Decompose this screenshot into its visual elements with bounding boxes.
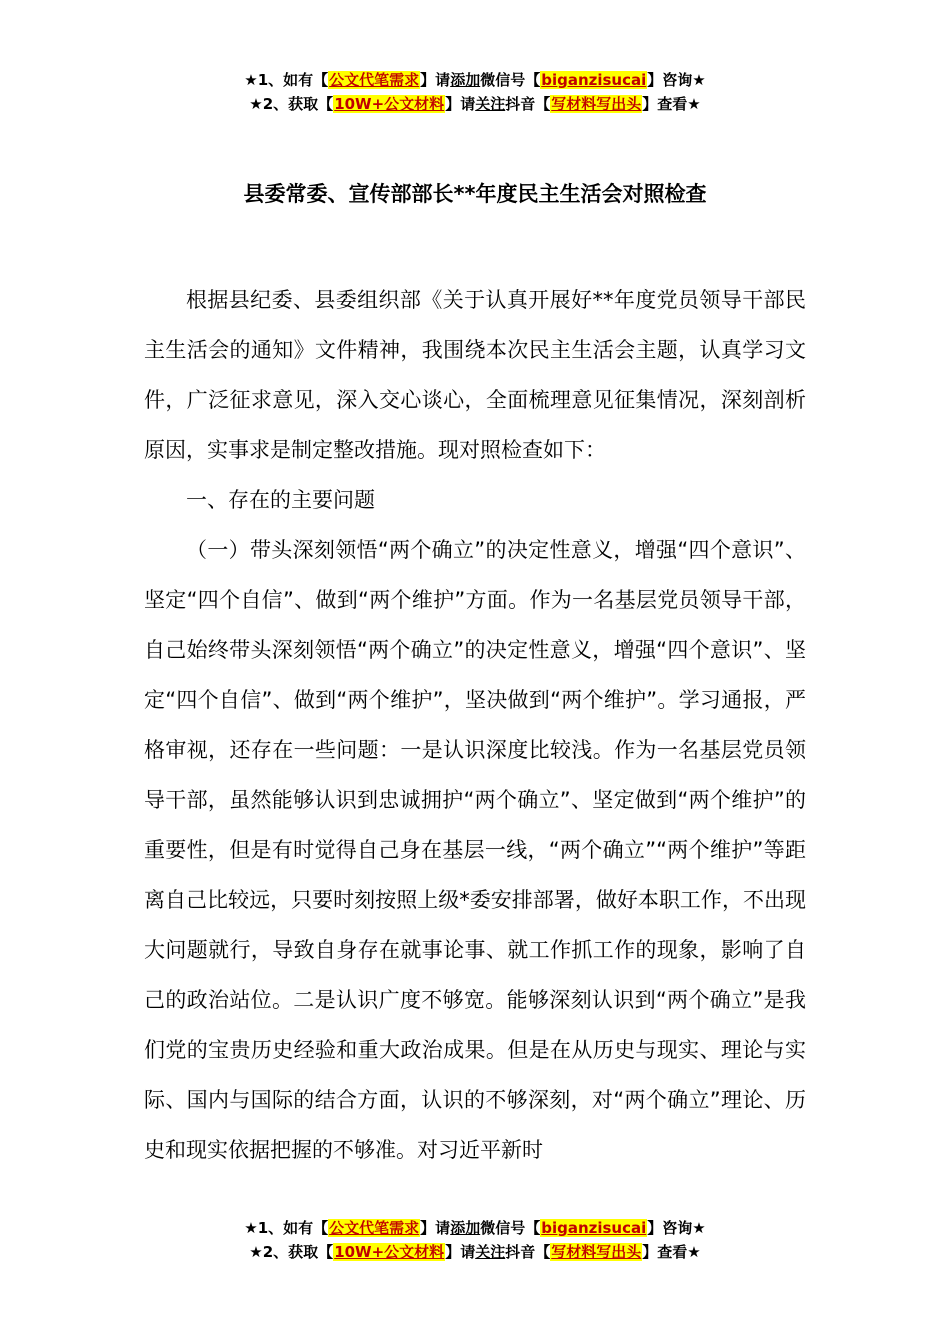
ad-underlined: 添加 [450, 1219, 481, 1237]
ad-text: 】咨询★ [647, 71, 706, 89]
ad-text: ★2、获取【 [249, 95, 334, 113]
ad-highlight: biganzisucai [541, 71, 647, 89]
ad-text: ★1、如有【 [244, 71, 329, 89]
intro-paragraph: 根据县纪委、县委组织部《关于认真开展好**年度党员领导干部民主生活会的通知》文件精神，我围绕本次民主生活会主题，认真学习文件，广泛征求意见，深入交心谈心，全面梳理意见征集情况，深刻剖析原因，实事求是制定整改措施。现对照检查如下： [144, 288, 806, 462]
header-ad-banner [0, 68, 950, 116]
ad-text: 抖音【 [505, 95, 551, 113]
ad-text: 】查看★ [642, 1243, 701, 1261]
ad-underlined: 添加 [450, 71, 481, 89]
ad-highlight: 10W+公文材料 [334, 1243, 445, 1261]
ad-text: 微信号【 [480, 71, 541, 89]
document-body [144, 275, 806, 1175]
header-ad-line-2 [0, 92, 950, 116]
ad-highlight: 写材料写出头 [551, 1243, 642, 1261]
ad-highlight: biganzisucai [541, 1219, 647, 1237]
ad-highlight: 公文代笔需求 [329, 1219, 420, 1237]
ad-text: 微信号【 [480, 1219, 541, 1237]
ad-text: 】请 [445, 95, 476, 113]
ad-text: ★1、如有【 [244, 1219, 329, 1237]
ad-highlight: 公文代笔需求 [329, 71, 420, 89]
footer-ad-line-1 [0, 1216, 950, 1240]
ad-text: ★2、获取【 [249, 1243, 334, 1261]
ad-text: 】请 [420, 1219, 451, 1237]
ad-text: 】请 [445, 1243, 476, 1261]
footer-ad-banner [0, 1216, 950, 1264]
document-title: 县委常委、宣传部部长**年度民主生活会对照检查 [243, 182, 707, 206]
ad-underlined: 关注 [475, 95, 506, 113]
section-heading: 一、存在的主要问题 [186, 488, 375, 512]
ad-text: 】咨询★ [647, 1219, 706, 1237]
ad-text: 抖音【 [505, 1243, 551, 1261]
ad-underlined: 关注 [475, 1243, 506, 1261]
footer-ad-line-2 [0, 1240, 950, 1264]
ad-text: 】查看★ [642, 95, 701, 113]
ad-highlight: 写材料写出头 [551, 95, 642, 113]
ad-highlight: 10W+公文材料 [334, 95, 445, 113]
body-paragraph: （一）带头深刻领悟“两个确立”的决定性意义，增强“四个意识”、坚定“四个自信”、做到“两个维护”方面。作为一名基层党员领导干部，自己始终带头深刻领悟“两个确立”的决定性意义，增强“四个意识”、坚定“四个自信”、做到“两个维护”，坚决做到“两个维护”。学习通报，严格审视，还存在一些问题：一是认识深度比较浅。作为一名基层党员领导干部，虽然能够认识到忠诚拥护“两个确立”、坚定做到“两个维护”的重要性，但是有时觉得自己身在基层一线，“两个确立”“两个维护”等距离自己比较远，只要时刻按照上级*委安排部署，做好本职工作，不出现大问题就行，导致自身存在就事论事、就工作抓工作的现象，影响了自己的政治站位。二是认识广度不够宽。能够深刻认识到“两个确立”是我们党的宝贵历史经验和重大政治成果。但是在从历史与现实、理论与实际、国内与国际的结合方面，认识的不够深刻，对“两个确立”理论、历史和现实依据把握的不够准。对习近平新时 [144, 538, 806, 1162]
ad-text: 】请 [420, 71, 451, 89]
header-ad-line-1 [0, 68, 950, 92]
